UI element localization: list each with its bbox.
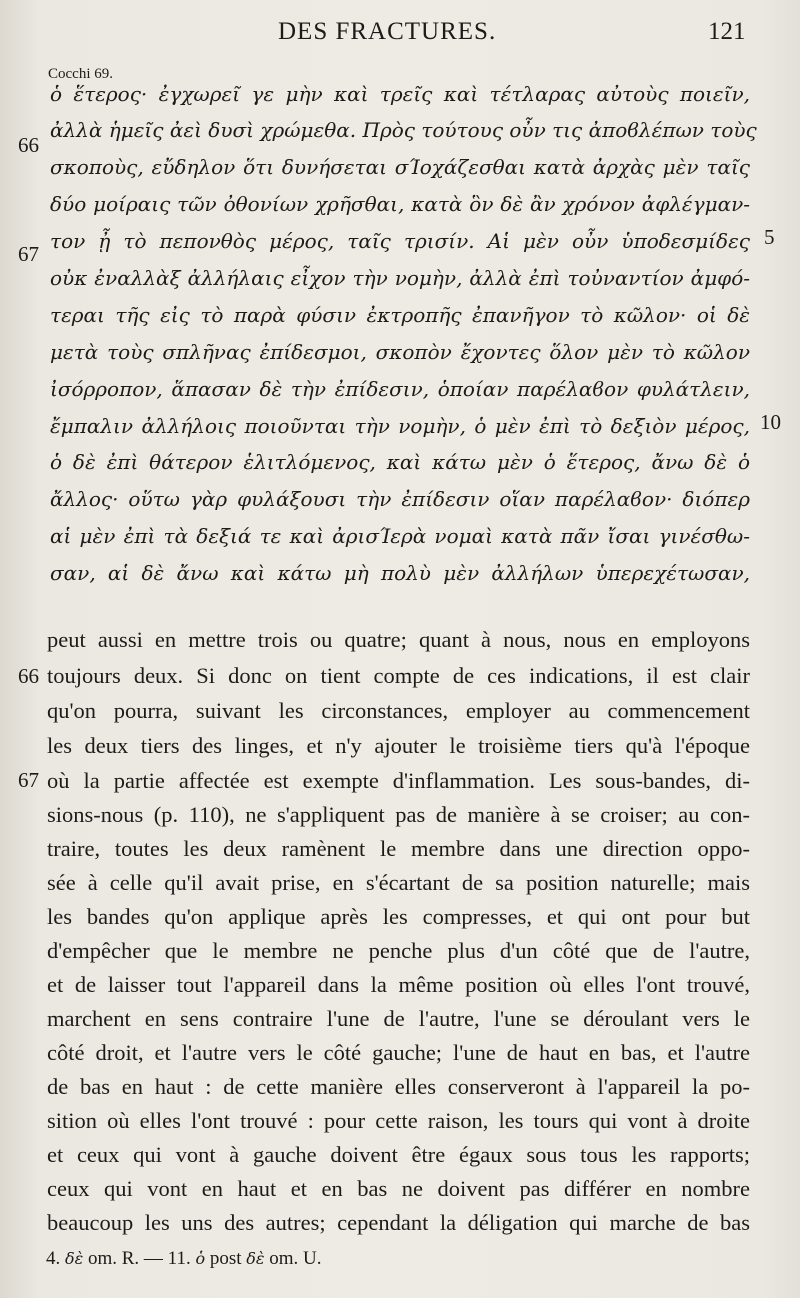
french-line: sition où elles l'ont trouvé : pour cette raison, les tours qui vont à droite [47, 1108, 750, 1133]
french-line: toujours deux. Si donc on tient compte de ces indications, il est clair [47, 663, 750, 688]
greek-line: δύο μοίραις τῶν ὀθονίων χρῆσθαι, κατὰ ὃν δὲ ἂν χρόνον ἀφλέγμαν- [50, 192, 750, 216]
greek-line: ὁ δὲ ἐπὶ θάτερον ἑλιτλόμενος, καὶ κάτω μὲν ὁ ἕτερος, ἄνω δὲ ὁ [50, 450, 750, 474]
greek-line: ἀλλὰ ἡμεῖς ἀεὶ δυσὶ χρώμεθα. Πρὸς τούτους οὖν τις ἀποϐλέπων τοὺς [50, 118, 757, 142]
greek-line: τεραι τῆς εἰς τὸ παρὰ φύσιν ἐκτροπῆς ἐπανῆγον τὸ κῶλον· οἱ δὲ [50, 303, 750, 327]
running-head-title: DES FRACTURES. [278, 18, 497, 45]
footnote-text: om. U. [269, 1248, 322, 1269]
french-line: les deux tiers des linges, et n'y ajouter le troisième tiers qu'à l'époque [47, 733, 750, 758]
french-line: ceux qui vont en haut et en bas ne doivent pas différer en nombre [47, 1176, 750, 1201]
french-line: d'empêcher que le membre ne penche plus d'un côté que de l'autre, [47, 938, 750, 963]
line-number-right: 5 [764, 225, 775, 249]
french-line: marchent en sens contraire l'une de l'autre, l'une se déroulant vers le [47, 1006, 750, 1031]
running-head [0, 18, 800, 52]
greek-line: ἰσόρροπον, ἅπασαν δὲ τὴν ἐπίδεσιν, ὁποίαν παρέλαϐον φυλάτλειν, [50, 377, 750, 401]
greek-line: αἱ μὲν ἐπὶ τὰ δεξιά τε καὶ ἀρισΊερὰ νομαὶ κατὰ πᾶν ἴσαι γινέσθω- [50, 524, 750, 548]
french-line: et de laisser tout l'appareil dans la même position où elles l'ont trouvé, [47, 972, 750, 997]
greek-line: σκοποὺς, εὔδηλον ὅτι δυνήσεται σΊοχάζεσθαι κατὰ ἀρχὰς μὲν ταῖς [50, 155, 750, 179]
footnote-text: post [209, 1248, 242, 1269]
french-line: qu'on pourra, suivant les circonstances, employer au commencement [47, 698, 750, 723]
french-line: les bandes qu'on applique après les compresses, et qui ont pour but [47, 904, 750, 929]
greek-line: τον ᾖ τὸ πεπονθὸς μέρος, ταῖς τρισίν. Αἱ μὲν οὖν ὑποδεσμίδες [50, 229, 750, 253]
greek-margin-number: 66 [18, 133, 39, 157]
greek-line: ὁ ἕτερος· ἐγχωρεῖ γε μὴν καὶ τρεῖς καὶ τέτλαρας αὐτοὺς ποιεῖν, [50, 82, 750, 106]
greek-line: μετὰ τοὺς σπλῆνας ἐπίδεσμοι, σκοπὸν ἔχοντες ὅλον μὲν τὸ κῶλον [50, 340, 750, 364]
french-line: peut aussi en mettre trois ou quatre; quant à nous, nous en employons [47, 627, 750, 652]
french-line: beaucoup les uns des autres; cependant la déligation qui marche de bas [47, 1210, 750, 1235]
greek-line: οὐκ ἐναλλὰξ ἀλλήλαις εἶχον τὴν νομὴν, ἀλλὰ ἐπὶ τοὐναντίον ἀμφό- [50, 266, 750, 290]
greek-line: ἔμπαλιν ἀλλήλοις ποιοῦνται τὴν νομὴν, ὁ μὲν ἐπὶ τὸ δεξιὸν μέρος, [50, 414, 750, 438]
footnote-greek: δὲ [246, 1249, 265, 1268]
greek-margin-number: 67 [18, 242, 39, 266]
french-line: côté droit, et l'autre vers le côté gauche; l'une de haut en bas, et l'autre [47, 1040, 750, 1065]
french-margin-number: 67 [18, 768, 39, 792]
footnote-greek: δὲ [65, 1249, 84, 1268]
line-number-right: 10 [760, 410, 781, 434]
footnote-line-number: 4. [46, 1248, 61, 1269]
footnote-greek: ὁ [195, 1249, 206, 1268]
french-line: et ceux qui vont à gauche doivent être égaux sous tous les rapports; [47, 1142, 750, 1167]
french-line: de bas en haut : de cette manière elles conserveront à l'appareil la po- [47, 1074, 750, 1099]
footnote-text: om. R. — 11. [87, 1248, 191, 1269]
page-number: 121 [708, 18, 746, 45]
french-line: où la partie affectée est exempte d'inflammation. Les sous-bandes, di- [47, 768, 750, 793]
french-line: sions-nous (p. 110), ne s'appliquent pas de manière à se croiser; au con- [47, 802, 750, 827]
french-line: sée à celle qu'il avait prise, en s'écartant de sa position naturelle; mais [47, 870, 750, 895]
greek-line: σαν, αἱ δὲ ἄνω καὶ κάτω μὴ πολὺ μὲν ἀλλήλων ὑπερεχέτωσαν, [50, 561, 750, 585]
french-margin-number: 66 [18, 664, 39, 688]
cocchi-reference: Cocchi 69. [48, 66, 113, 82]
greek-line: ἄλλος· οὕτω γὰρ φυλάξουσι τὴν ἐπίδεσιν οἵαν παρέλαϐον· διόπερ [50, 487, 750, 511]
french-line: traire, toutes les deux ramènent le membre dans une direction oppo- [47, 836, 750, 861]
footnote-variant-readings [46, 1248, 546, 1270]
